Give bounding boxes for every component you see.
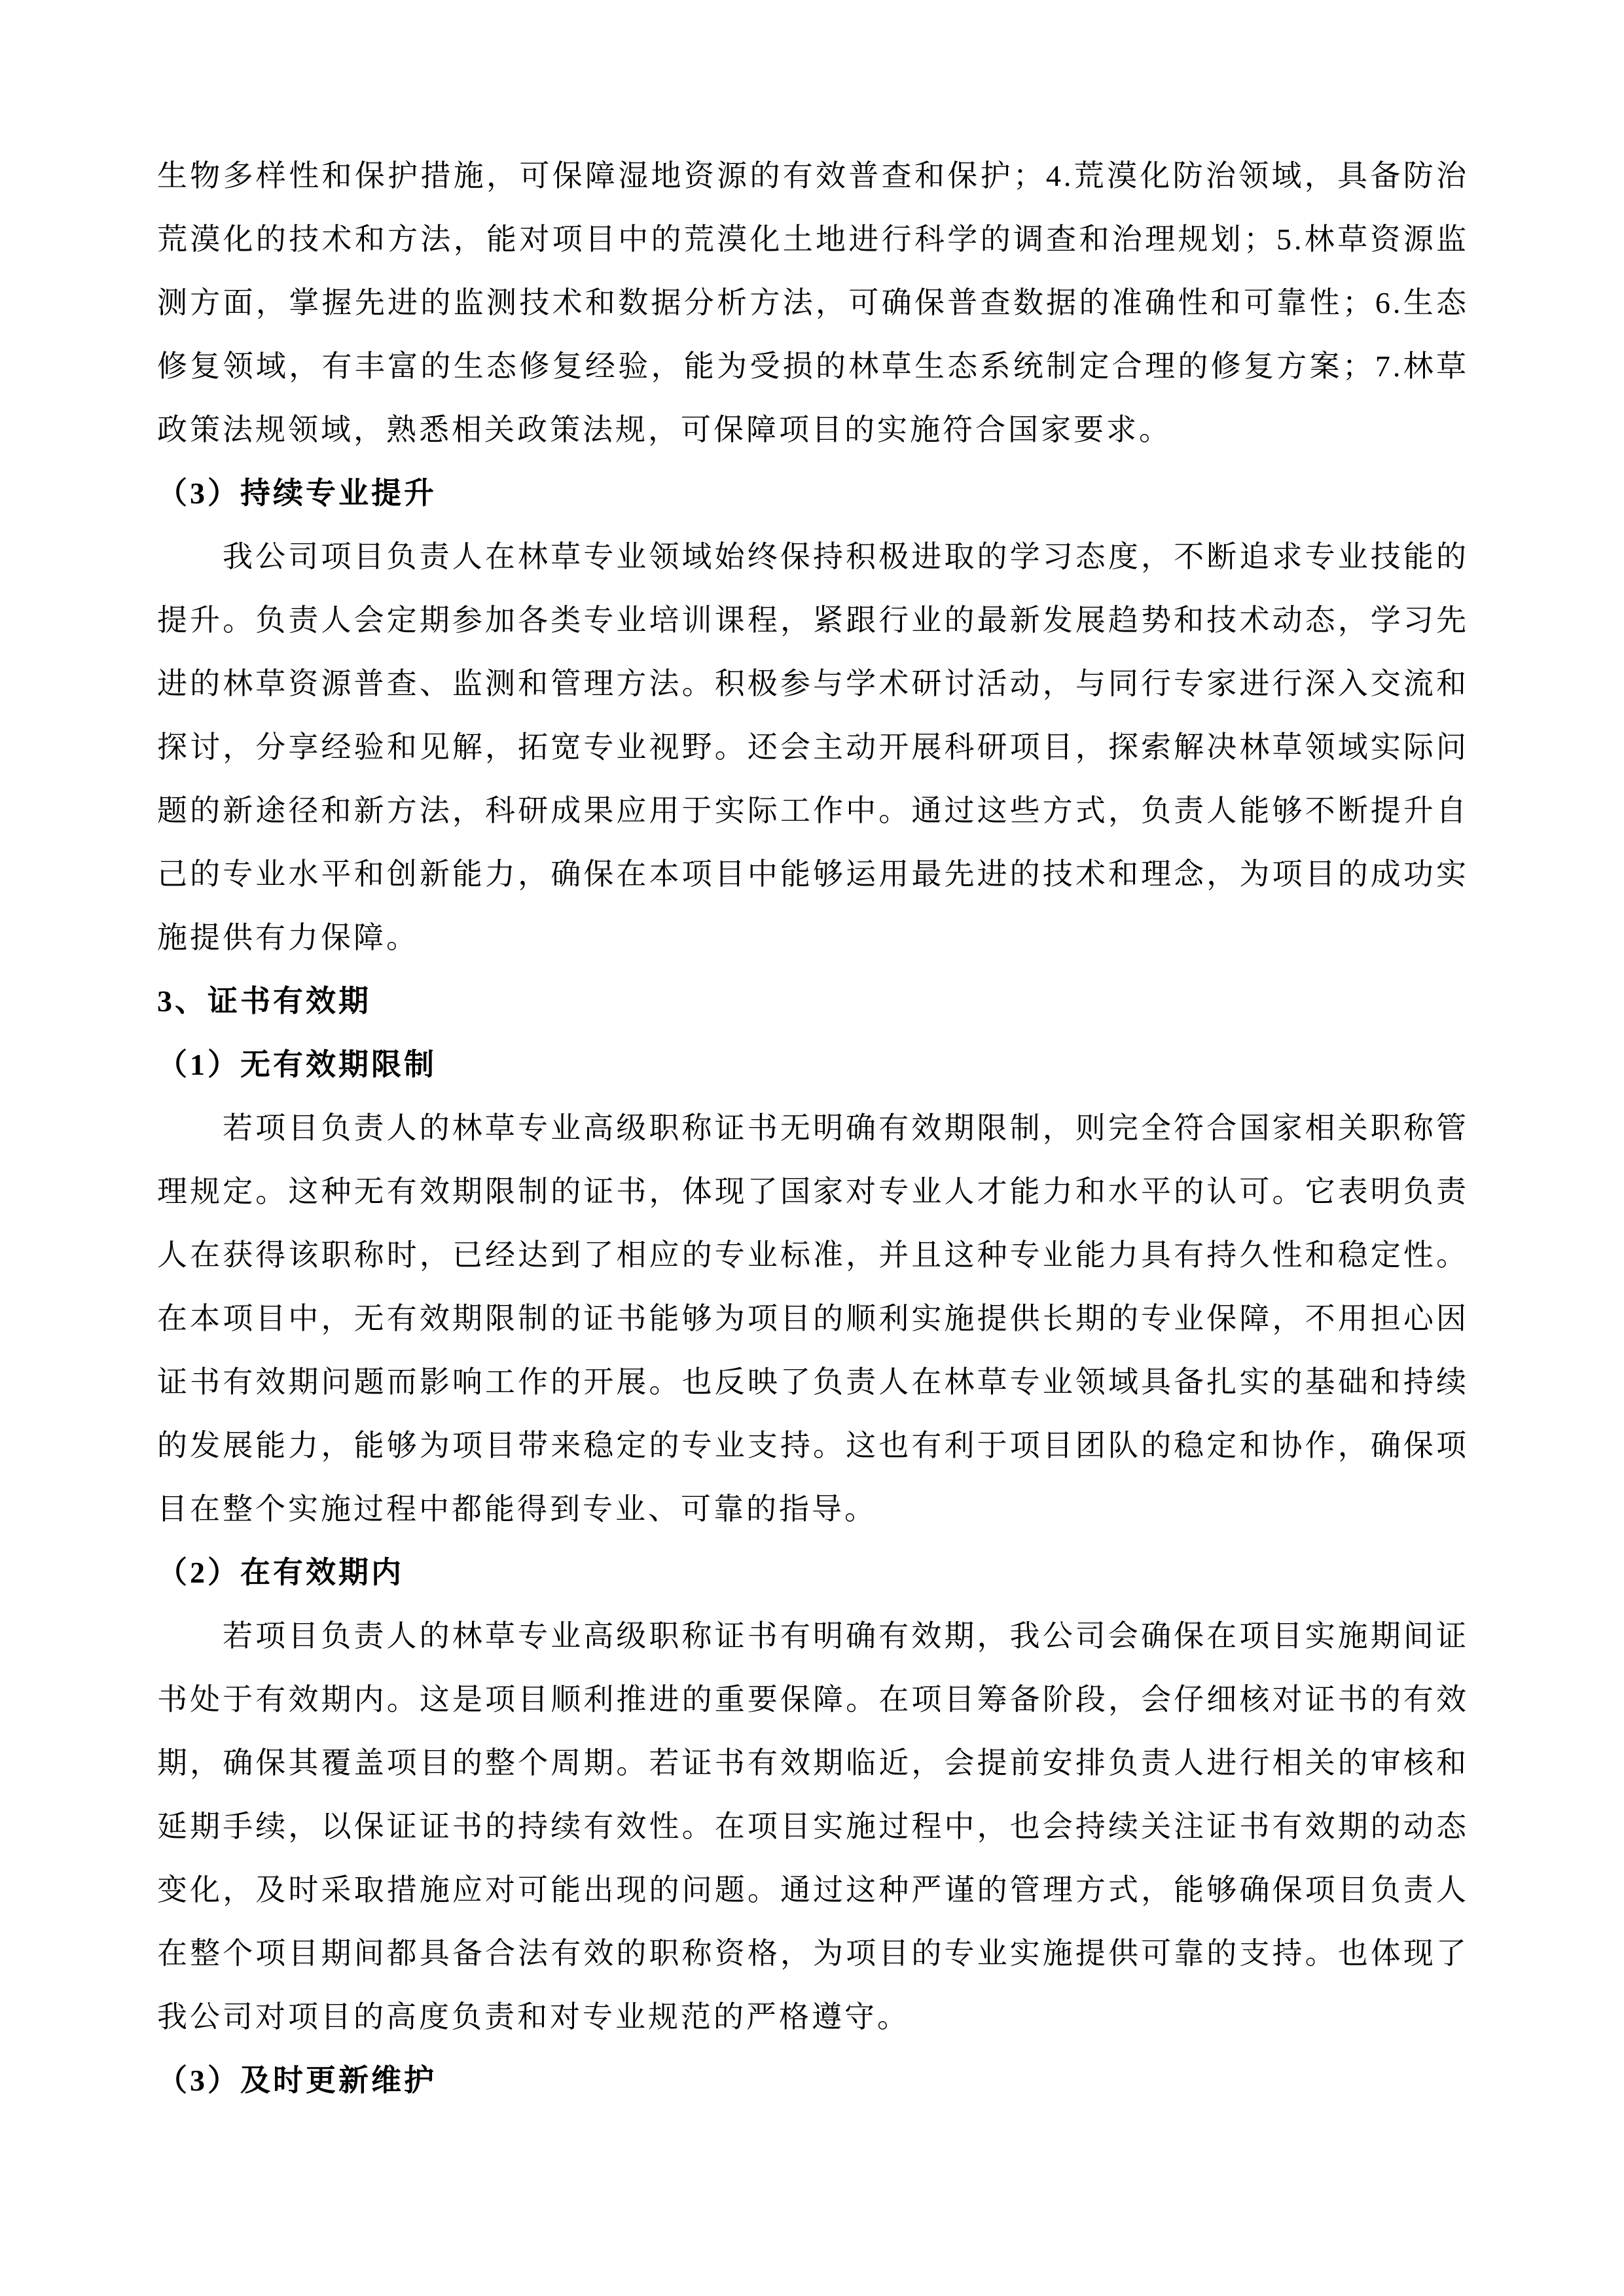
text-line: 探讨，分享经验和见解，拓宽专业视野。还会主动开展科研项目，探索解决林草领域实际问 <box>157 730 1469 764</box>
section-heading: （3）持续专业提升 <box>157 476 437 510</box>
document-body <box>157 144 1469 2112</box>
section-heading: 3、证书有效期 <box>157 984 371 1018</box>
text-line: 若项目负责人的林草专业高级职称证书有明确有效期，我公司会确保在项目实施期间证 <box>223 1619 1469 1653</box>
text-line: 若项目负责人的林草专业高级职称证书无明确有效期限制，则完全符合国家相关职称管 <box>223 1111 1469 1145</box>
text-line: 我公司项目负责人在林草专业领域始终保持积极进取的学习态度，不断追求专业技能的 <box>223 540 1469 573</box>
text-line: 进的林草资源普查、监测和管理方法。积极参与学术研讨活动，与同行专家进行深入交流和 <box>157 667 1469 700</box>
text-line: 人在获得该职称时，已经达到了相应的专业标准，并且这种专业能力具有持久性和稳定性。 <box>157 1238 1469 1272</box>
text-line: 己的专业水平和创新能力，确保在本项目中能够运用最先进的技术和理念，为项目的成功实 <box>157 857 1469 891</box>
text-line: 书处于有效期内。这是项目顺利推进的重要保障。在项目筹备阶段，会仔细核对证书的有效 <box>157 1683 1469 1716</box>
text-line: 目在整个实施过程中都能得到专业、可靠的指导。 <box>157 1492 877 1526</box>
section-heading: （2）在有效期内 <box>157 1556 404 1589</box>
text-line: 证书有效期问题而影响工作的开展。也反映了负责人在林草专业领域具备扎实的基础和持续 <box>157 1365 1469 1399</box>
text-line: 的发展能力，能够为项目带来稳定的专业支持。这也有利于项目团队的稳定和协作，确保项 <box>157 1429 1469 1462</box>
section-heading: （3）及时更新维护 <box>157 2064 437 2097</box>
text-line: 政策法规领域，熟悉相关政策法规，可保障项目的实施符合国家要求。 <box>157 413 1172 446</box>
text-line: 生物多样性和保护措施，可保障湿地资源的有效普查和保护；4.荒漠化防治领域，具备防治 <box>157 159 1469 192</box>
section-heading: （1）无有效期限制 <box>157 1048 437 1081</box>
text-line: 提升。负责人会定期参加各类专业培训课程，紧跟行业的最新发展趋势和技术动态，学习先 <box>157 603 1469 637</box>
text-line: 我公司对项目的高度负责和对专业规范的严格遵守。 <box>157 2000 910 2034</box>
text-line: 变化，及时采取措施应对可能出现的问题。通过这种严谨的管理方式，能够确保项目负责人 <box>157 1873 1469 1907</box>
text-line: 荒漠化的技术和方法，能对项目中的荒漠化土地进行科学的调查和治理规划；5.林草资源监 <box>157 223 1469 256</box>
text-line: 理规定。这种无有效期限制的证书，体现了国家对专业人才能力和水平的认可。它表明负责 <box>157 1175 1469 1208</box>
text-line: 修复领域，有丰富的生态修复经验，能为受损的林草生态系统制定合理的修复方案；7.林草 <box>157 350 1469 383</box>
text-line: 期，确保其覆盖项目的整个周期。若证书有效期临近，会提前安排负责人进行相关的审核和 <box>157 1746 1469 1780</box>
text-line: 在整个项目期间都具备合法有效的职称资格，为项目的专业实施提供可靠的支持。也体现了 <box>157 1937 1469 1970</box>
text-line: 题的新途径和新方法，科研成果应用于实际工作中。通过这些方式，负责人能够不断提升自 <box>157 794 1469 827</box>
text-line: 施提供有力保障。 <box>157 921 419 954</box>
text-line: 测方面，掌握先进的监测技术和数据分析方法，可确保普查数据的准确性和可靠性；6.生态 <box>157 286 1469 319</box>
text-line: 在本项目中，无有效期限制的证书能够为项目的顺利实施提供长期的专业保障，不用担心因 <box>157 1302 1469 1335</box>
text-line: 延期手续，以保证证书的持续有效性。在项目实施过程中，也会持续关注证书有效期的动态 <box>157 1810 1469 1843</box>
